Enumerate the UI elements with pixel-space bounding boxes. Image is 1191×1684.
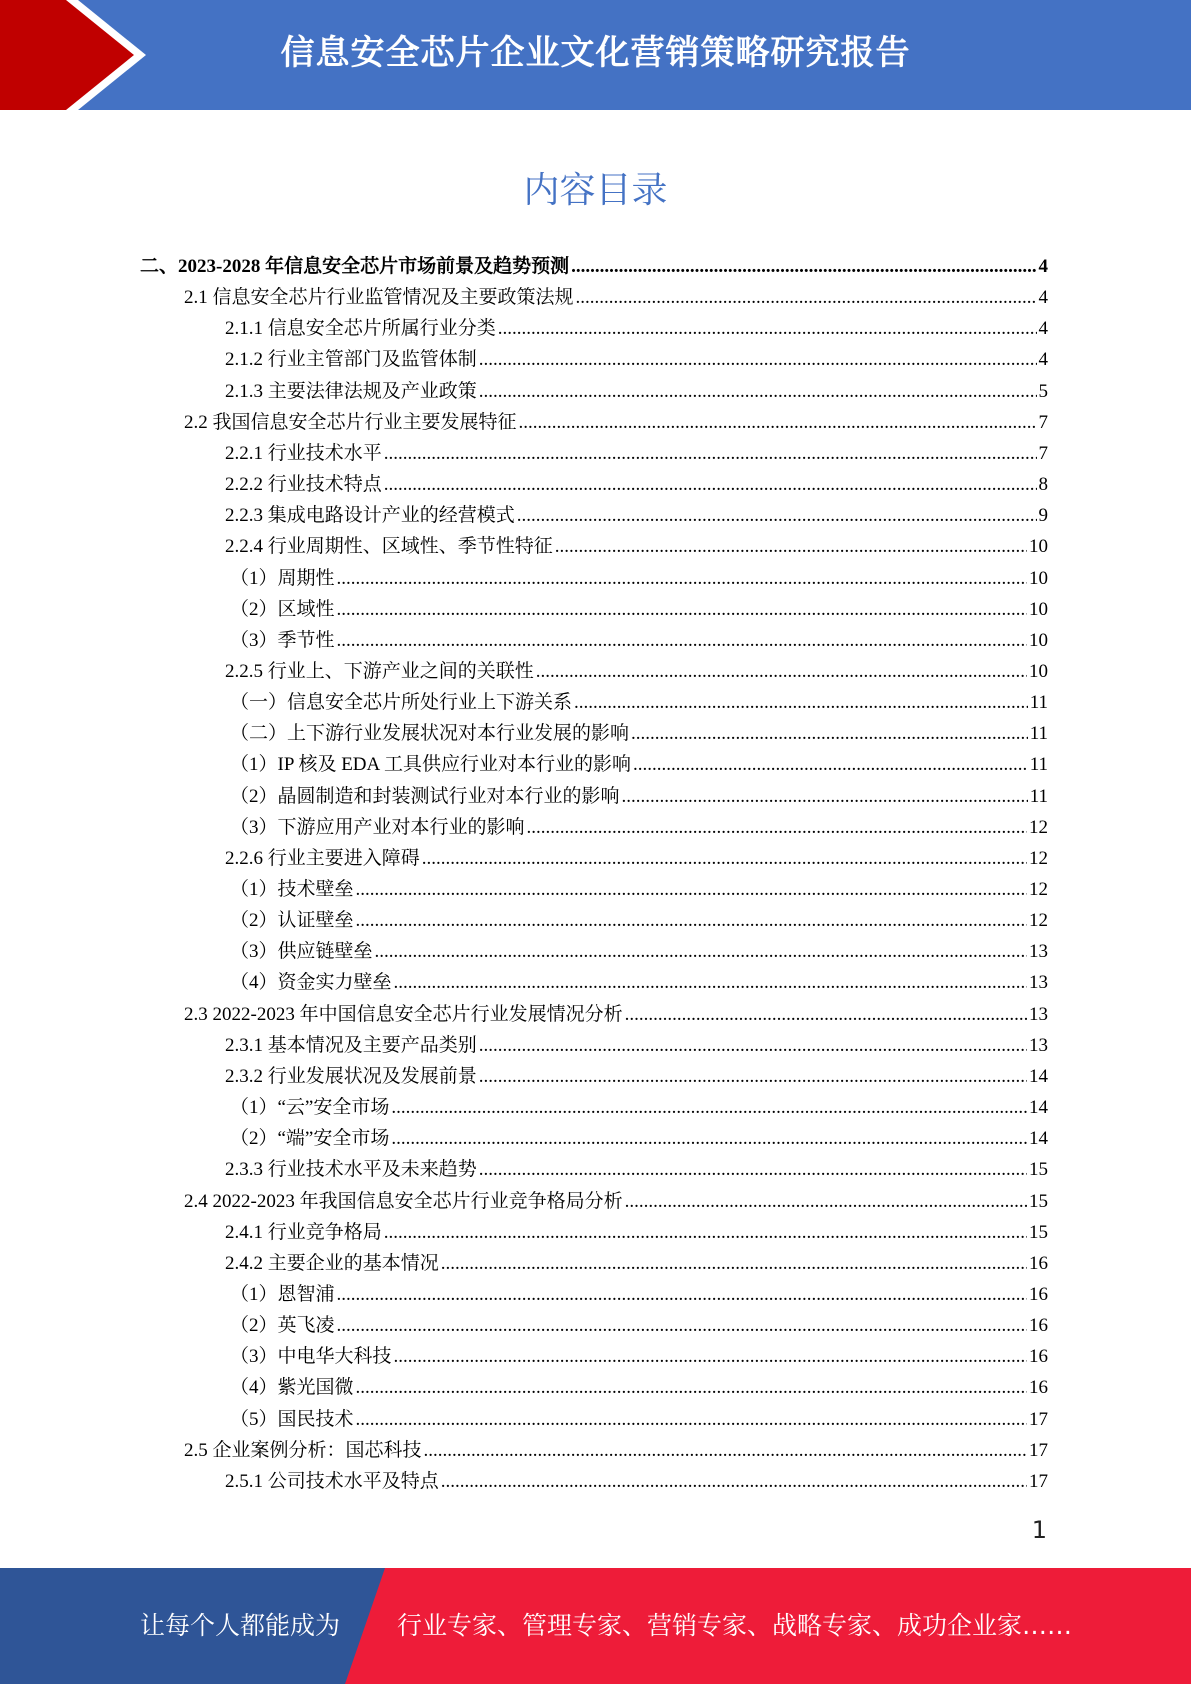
toc-entry-page: 11 <box>1029 723 1048 745</box>
toc-leader-dots <box>337 564 1027 594</box>
report-title: 信息安全芯片企业文化营销策略研究报告 <box>280 33 911 73</box>
toc-entry-label: 2.1.3 主要法律法规及产业政策 <box>225 380 477 402</box>
toc-entry-label: 2.3.1 基本情况及主要产品类别 <box>225 1034 477 1056</box>
toc-entry[interactable] <box>230 1280 1048 1310</box>
toc-entry[interactable] <box>230 719 1048 749</box>
toc-entry-label: （1）周期性 <box>230 567 335 589</box>
toc-entry[interactable] <box>184 1000 1048 1030</box>
toc-leader-dots <box>356 1405 1027 1435</box>
toc-leader-dots <box>337 1280 1027 1310</box>
toc-leader-dots <box>384 470 1037 500</box>
toc-leader-dots <box>517 501 1037 531</box>
toc-leader-dots <box>391 1093 1027 1123</box>
toc-leader-dots <box>375 937 1027 967</box>
toc-leader-dots <box>394 968 1027 998</box>
toc-entry-label: （2）英飞凌 <box>230 1315 335 1337</box>
toc-entry[interactable] <box>230 1373 1048 1403</box>
toc-entry-label: 2.3.2 行业发展状况及发展前景 <box>225 1065 477 1087</box>
toc-entry[interactable] <box>225 314 1048 344</box>
toc-entry-page: 4 <box>1038 318 1048 340</box>
toc-entry[interactable] <box>225 1031 1048 1061</box>
toc-entry[interactable] <box>184 1187 1048 1217</box>
toc-entry[interactable] <box>230 1405 1048 1435</box>
toc-entry-page: 4 <box>1038 287 1048 309</box>
toc-entry-label: 2.2.1 行业技术水平 <box>225 442 382 464</box>
toc-leader-dots <box>633 750 1028 780</box>
toc-entry-page: 14 <box>1029 1097 1048 1119</box>
toc-leader-dots <box>536 657 1027 687</box>
toc-entry-page: 16 <box>1029 1377 1048 1399</box>
toc-entry-page: 12 <box>1029 879 1048 900</box>
toc-entry-page: 13 <box>1029 972 1048 994</box>
toc-entry[interactable] <box>225 1467 1048 1497</box>
toc-leader-dots <box>479 1062 1027 1092</box>
toc-entry[interactable] <box>225 844 1048 874</box>
toc-entry-page: 9 <box>1038 505 1048 527</box>
toc-entry-page: 14 <box>1029 1128 1048 1150</box>
toc-entry-page: 8 <box>1038 474 1048 496</box>
toc-entry-page: 11 <box>1029 754 1048 776</box>
toc-entry-label: 二、2023-2028 年信息安全芯片市场前景及趋势预测 <box>140 256 570 277</box>
toc-entry[interactable] <box>225 470 1048 500</box>
toc-entry[interactable] <box>184 408 1048 438</box>
toc-entry-label: 2.3 2022-2023 年中国信息安全芯片行业发展情况分析 <box>184 1003 623 1025</box>
toc-leader-dots <box>519 408 1037 438</box>
toc-entry[interactable] <box>225 532 1048 562</box>
toc-leader-dots <box>337 626 1027 656</box>
toc-entry-page: 15 <box>1029 1190 1048 1212</box>
toc-leader-dots <box>625 1000 1027 1030</box>
toc-entry-label: （1）IP 核及 EDA 工具供应行业对本行业的影响 <box>230 754 631 776</box>
toc-leader-dots <box>391 1124 1027 1154</box>
toc-leader-dots <box>574 688 1028 718</box>
toc-entry-page: 10 <box>1029 536 1048 558</box>
toc-entry[interactable] <box>230 875 1048 905</box>
toc-entry-page: 17 <box>1029 1439 1048 1461</box>
toc-entry[interactable] <box>230 688 1048 718</box>
toc-entry[interactable] <box>184 1436 1048 1466</box>
footer-slogan-right: 行业专家、管理专家、营销专家、战略专家、成功企业家…… <box>397 1611 1073 1640</box>
toc-leader-dots <box>625 1187 1027 1217</box>
toc-entry-label: 2.2.4 行业周期性、区域性、季节性特征 <box>225 536 553 558</box>
toc-entry-page: 12 <box>1029 847 1048 869</box>
toc-entry-label: （2）区域性 <box>230 598 335 620</box>
toc-entry[interactable] <box>230 1124 1048 1154</box>
toc-entry-page: 13 <box>1029 1034 1048 1056</box>
toc-entry[interactable] <box>225 439 1048 469</box>
toc-entry-label: 2.4.1 行业竞争格局 <box>225 1221 382 1243</box>
toc-entry-page: 4 <box>1038 256 1048 277</box>
toc-entry-page: 12 <box>1029 816 1048 838</box>
toc-entry[interactable] <box>140 252 1048 282</box>
toc-entry-page: 4 <box>1038 349 1048 371</box>
toc-entry[interactable] <box>225 501 1048 531</box>
toc-entry-page: 16 <box>1029 1346 1048 1368</box>
toc-entry-page: 16 <box>1029 1252 1048 1274</box>
toc-entry-page: 13 <box>1029 941 1048 963</box>
toc-entry-label: （5）国民技术 <box>230 1408 354 1430</box>
toc-leader-dots <box>441 1467 1027 1497</box>
footer-slogan-left: 让每个人都能成为 <box>140 1611 341 1640</box>
toc-entry-label: （1）“云”安全市场 <box>230 1097 390 1119</box>
toc-entry-label: 2.2.2 行业技术特点 <box>225 474 382 496</box>
toc-entry-page: 15 <box>1029 1159 1048 1181</box>
page-number: 1 <box>1031 1516 1047 1544</box>
toc-leader-dots <box>479 1031 1027 1061</box>
toc-entry-label: （2）认证壁垒 <box>230 910 354 932</box>
toc-leader-dots <box>622 782 1028 812</box>
toc-entry-page: 16 <box>1029 1283 1048 1305</box>
toc-entry[interactable] <box>225 345 1048 375</box>
toc-entry-label: （二）上下游行业发展状况对本行业发展的影响 <box>230 723 630 745</box>
toc-entry-label: （一）信息安全芯片所处行业上下游关系 <box>230 692 573 714</box>
toc-leader-dots <box>631 719 1028 749</box>
toc-entry[interactable] <box>230 595 1048 625</box>
toc-entry-label: （1）技术壁垒 <box>230 879 354 900</box>
header-band <box>0 0 1191 110</box>
toc-entry[interactable] <box>230 564 1048 594</box>
toc-entry-page: 13 <box>1029 1003 1048 1025</box>
toc-leader-dots <box>356 875 1027 905</box>
toc-entry-page: 17 <box>1029 1470 1048 1492</box>
toc-entry-label: 2.2.5 行业上、下游产业之间的关联性 <box>225 660 534 682</box>
toc-leader-dots <box>441 1249 1027 1279</box>
toc-leader-dots <box>422 844 1027 874</box>
toc-entry[interactable] <box>230 906 1048 936</box>
toc-entry-label: 2.4 2022-2023 年我国信息安全芯片行业竞争格局分析 <box>184 1190 623 1212</box>
toc-entry-label: 2.1.1 信息安全芯片所属行业分类 <box>225 318 496 340</box>
toc-entry-page: 10 <box>1029 567 1048 589</box>
toc-leader-dots <box>479 377 1037 407</box>
toc-entry-label: 2.5 企业案例分析：国芯科技 <box>184 1439 422 1461</box>
toc-title: 内容目录 <box>523 170 668 211</box>
toc-leader-dots <box>479 1155 1027 1185</box>
toc-leader-dots <box>394 1342 1027 1372</box>
toc-leader-dots <box>498 314 1037 344</box>
toc-entry-page: 7 <box>1038 411 1048 433</box>
toc-entry[interactable] <box>225 1249 1048 1279</box>
toc-entry-label: 2.2 我国信息安全芯片行业主要发展特征 <box>184 411 517 433</box>
toc-entry-label: 2.2.3 集成电路设计产业的经营模式 <box>225 505 515 527</box>
toc-entry-label: （2）“端”安全市场 <box>230 1128 390 1150</box>
toc-entry[interactable] <box>230 968 1048 998</box>
toc-entry[interactable] <box>230 782 1048 812</box>
toc-entry-page: 11 <box>1029 785 1048 807</box>
toc-entry[interactable] <box>230 813 1048 843</box>
toc-entry[interactable] <box>230 1311 1048 1341</box>
toc-entry-page: 11 <box>1029 692 1048 714</box>
toc-entry[interactable] <box>230 1093 1048 1123</box>
toc-entry-label: （3）下游应用产业对本行业的影响 <box>230 816 525 838</box>
toc-leader-dots <box>479 345 1037 375</box>
toc-entry-page: 12 <box>1029 910 1048 932</box>
toc-leader-dots <box>527 813 1027 843</box>
toc-leader-dots <box>384 439 1037 469</box>
toc-entry-page: 17 <box>1029 1408 1048 1430</box>
toc-entry-page: 10 <box>1029 660 1048 682</box>
toc-leader-dots <box>337 595 1027 625</box>
toc-leader-dots <box>576 283 1037 313</box>
toc-entry[interactable] <box>230 937 1048 967</box>
toc-entry[interactable] <box>225 1155 1048 1185</box>
toc-entry-label: （3）季节性 <box>230 629 335 651</box>
toc-entry-page: 15 <box>1029 1221 1048 1243</box>
toc-leader-dots <box>356 906 1027 936</box>
toc-entry-label: 2.2.6 行业主要进入障碍 <box>225 847 420 869</box>
toc-entry[interactable] <box>225 1218 1048 1248</box>
toc-entry[interactable] <box>225 377 1048 407</box>
toc-entry[interactable] <box>184 283 1048 313</box>
toc-entry-page: 7 <box>1038 442 1048 464</box>
toc-leader-dots <box>555 532 1027 562</box>
toc-entry-label: （3）中电华大科技 <box>230 1346 392 1368</box>
toc-entry-label: 2.4.2 主要企业的基本情况 <box>225 1252 439 1274</box>
toc-leader-dots <box>356 1373 1027 1403</box>
footer-band <box>0 1568 1191 1684</box>
toc-entry-label: 2.3.3 行业技术水平及未来趋势 <box>225 1159 477 1181</box>
toc-leader-dots <box>424 1436 1027 1466</box>
toc-entry-page: 10 <box>1029 598 1048 620</box>
toc-entry-page: 14 <box>1029 1065 1048 1087</box>
toc-entry[interactable] <box>230 750 1048 780</box>
header-arrow-icon <box>0 0 170 110</box>
toc-entry-label: 2.1.2 行业主管部门及监管体制 <box>225 349 477 371</box>
toc-entry[interactable] <box>225 657 1048 687</box>
toc-entry-label: （4）资金实力壁垒 <box>230 972 392 994</box>
toc-leader-dots <box>384 1218 1027 1248</box>
toc-entry-label: （3）供应链壁垒 <box>230 941 373 963</box>
toc-entry-label: 2.1 信息安全芯片行业监管情况及主要政策法规 <box>184 287 574 309</box>
toc-entry-label: （4）紫光国微 <box>230 1377 354 1399</box>
toc-entry[interactable] <box>230 626 1048 656</box>
toc-leader-dots <box>571 252 1036 282</box>
toc-entry-label: （2）晶圆制造和封装测试行业对本行业的影响 <box>230 785 620 807</box>
toc-entry-page: 10 <box>1029 629 1048 651</box>
toc-entry-page: 5 <box>1038 380 1048 402</box>
toc-entry-page: 16 <box>1029 1315 1048 1337</box>
toc-leader-dots <box>337 1311 1027 1341</box>
toc-entry[interactable] <box>225 1062 1048 1092</box>
toc-entry[interactable] <box>230 1342 1048 1372</box>
toc-entry-label: 2.5.1 公司技术水平及特点 <box>225 1470 439 1492</box>
toc-entry-label: （1）恩智浦 <box>230 1283 335 1305</box>
